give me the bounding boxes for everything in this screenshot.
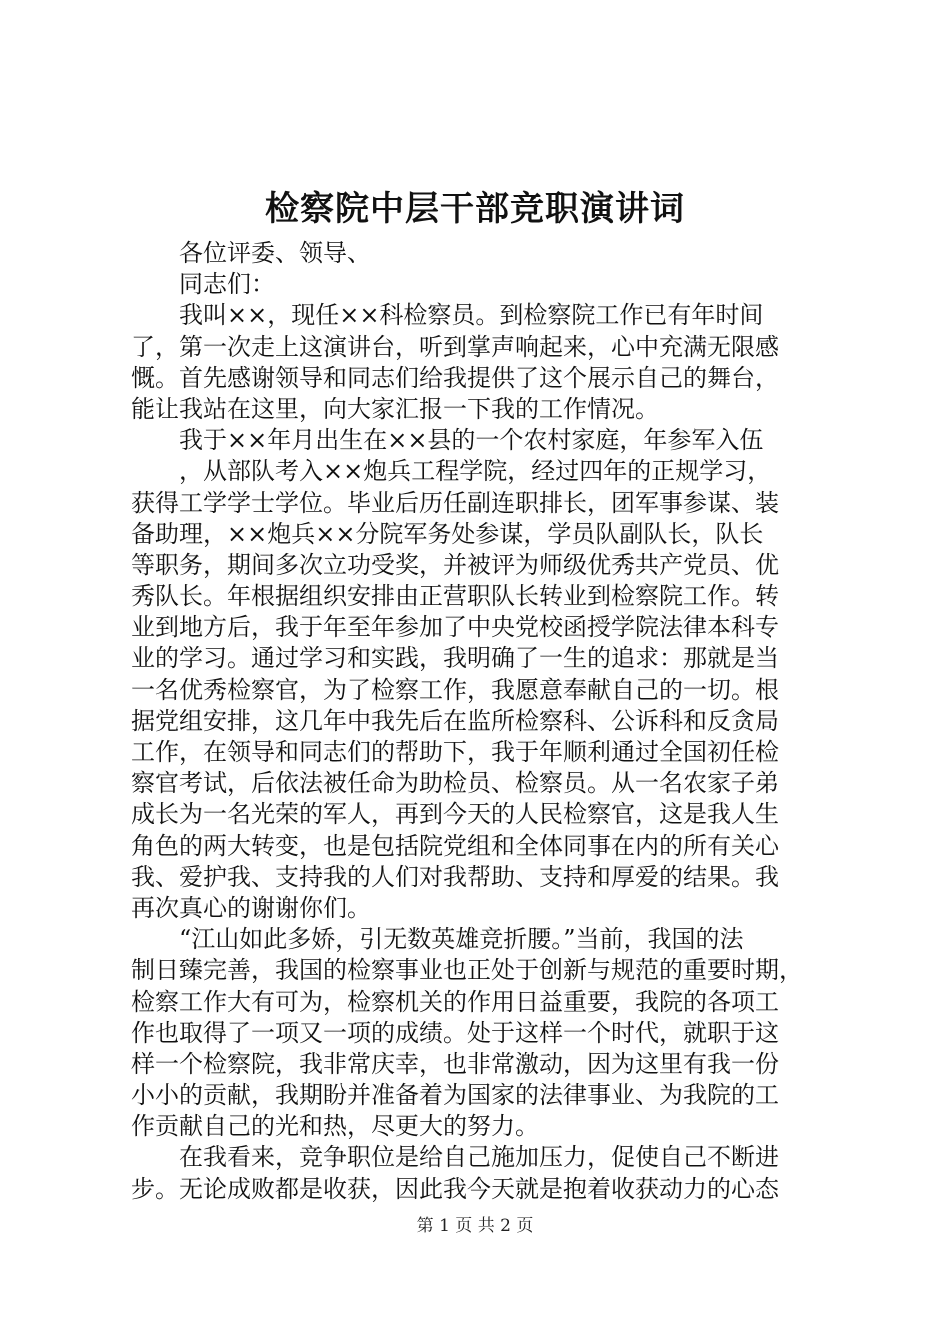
text-line: 工作，在领导和同志们的帮助下，我于年顺利通过全国初任检 [131,738,779,766]
text-line: 据党组安排，这几年中我先后在监所检察科、公诉科和反贪局 [131,706,779,735]
text-line: 业到地方后，我于年至年参加了中央党校函授学院法律本科专 [131,613,779,642]
text-line: 业的学习。通过学习和实践，我明确了一生的追求：那就是当 [131,644,779,673]
text-line: 作贡献自己的光和热，尽更大的努力。 [131,1112,539,1141]
text-line: 我、爱护我、支持我的人们对我帮助、支持和厚爱的结果。我 [131,862,779,891]
text-line: 步。无论成败都是收获，因此我今天就是抱着收获动力的心态 [131,1174,779,1203]
text-line: 获得工学学士学位。毕业后历任副连职排长，团军事参谋、装 [131,488,779,517]
text-line: 角色的两大转变，也是包括院党组和全体同事在内的所有关心 [131,831,779,860]
text-line: 慨。首先感谢领导和同志们给我提供了这个展示自己的舞台， [131,363,779,392]
text-line: 样一个检察院，我非常庆幸，也非常激动，因为这里有我一份 [131,1049,779,1078]
text-line: 秀队长。年根据组织安排由正营职队长转业到检察院工作。转 [131,582,779,611]
text-line: ，从部队考入××炮兵工程学院，经过四年的正规学习， [179,457,772,486]
text-line: 备助理，××炮兵××分院军务处参谋，学员队副队长，队长 [131,519,764,548]
text-line: 作也取得了一项又一项的成绩。处于这样一个时代，就职于这 [131,1018,779,1047]
text-line: 同志们： [179,270,275,299]
text-line: 察官考试，后依法被任命为助检员、检察员。从一名农家子弟 [131,769,779,798]
text-line: 我于××年月出生在××县的一个农村家庭，年参军入伍 [179,426,764,455]
text-line: 检察工作大有可为，检察机关的作用日益重要，我院的各项工 [131,987,779,1016]
text-line: 小小的贡献，我期盼并准备着为国家的法律事业、为我院的工 [131,1081,779,1110]
document-body [131,238,831,1205]
text-line: 能让我站在这里，向大家汇报一下我的工作情况。 [131,394,659,423]
text-line: 等职务，期间多次立功受奖，并被评为师级优秀共产党员、优 [131,550,779,579]
text-line: 再次真心的谢谢你们。 [131,893,371,922]
page-footer: 第 1 页 共 2 页 [416,1216,534,1236]
text-line: 了，第一次走上这演讲台，听到掌声响起来，心中充满无限感 [131,332,779,361]
text-line: 制日臻完善，我国的检察事业也正处于创新与规范的重要时期， [131,956,803,985]
text-line: 成长为一名光荣的军人，再到今天的人民检察官，这是我人生 [131,800,779,829]
document-title: 检察院中层干部竞职演讲词 [265,189,685,229]
text-line: 在我看来，竞争职位是给自己施加压力，促使自己不断进 [179,1143,779,1172]
text-line: “江山如此多娇，引无数英雄竞折腰。”当前，我国的法 [179,925,744,954]
text-line: 各位评委、领导、 [179,239,371,267]
text-line: 我叫××，现任××科检察员。到检察院工作已有年时间 [179,301,764,330]
text-line: 一名优秀检察官，为了检察工作，我愿意奉献自己的一切。根 [131,675,779,704]
